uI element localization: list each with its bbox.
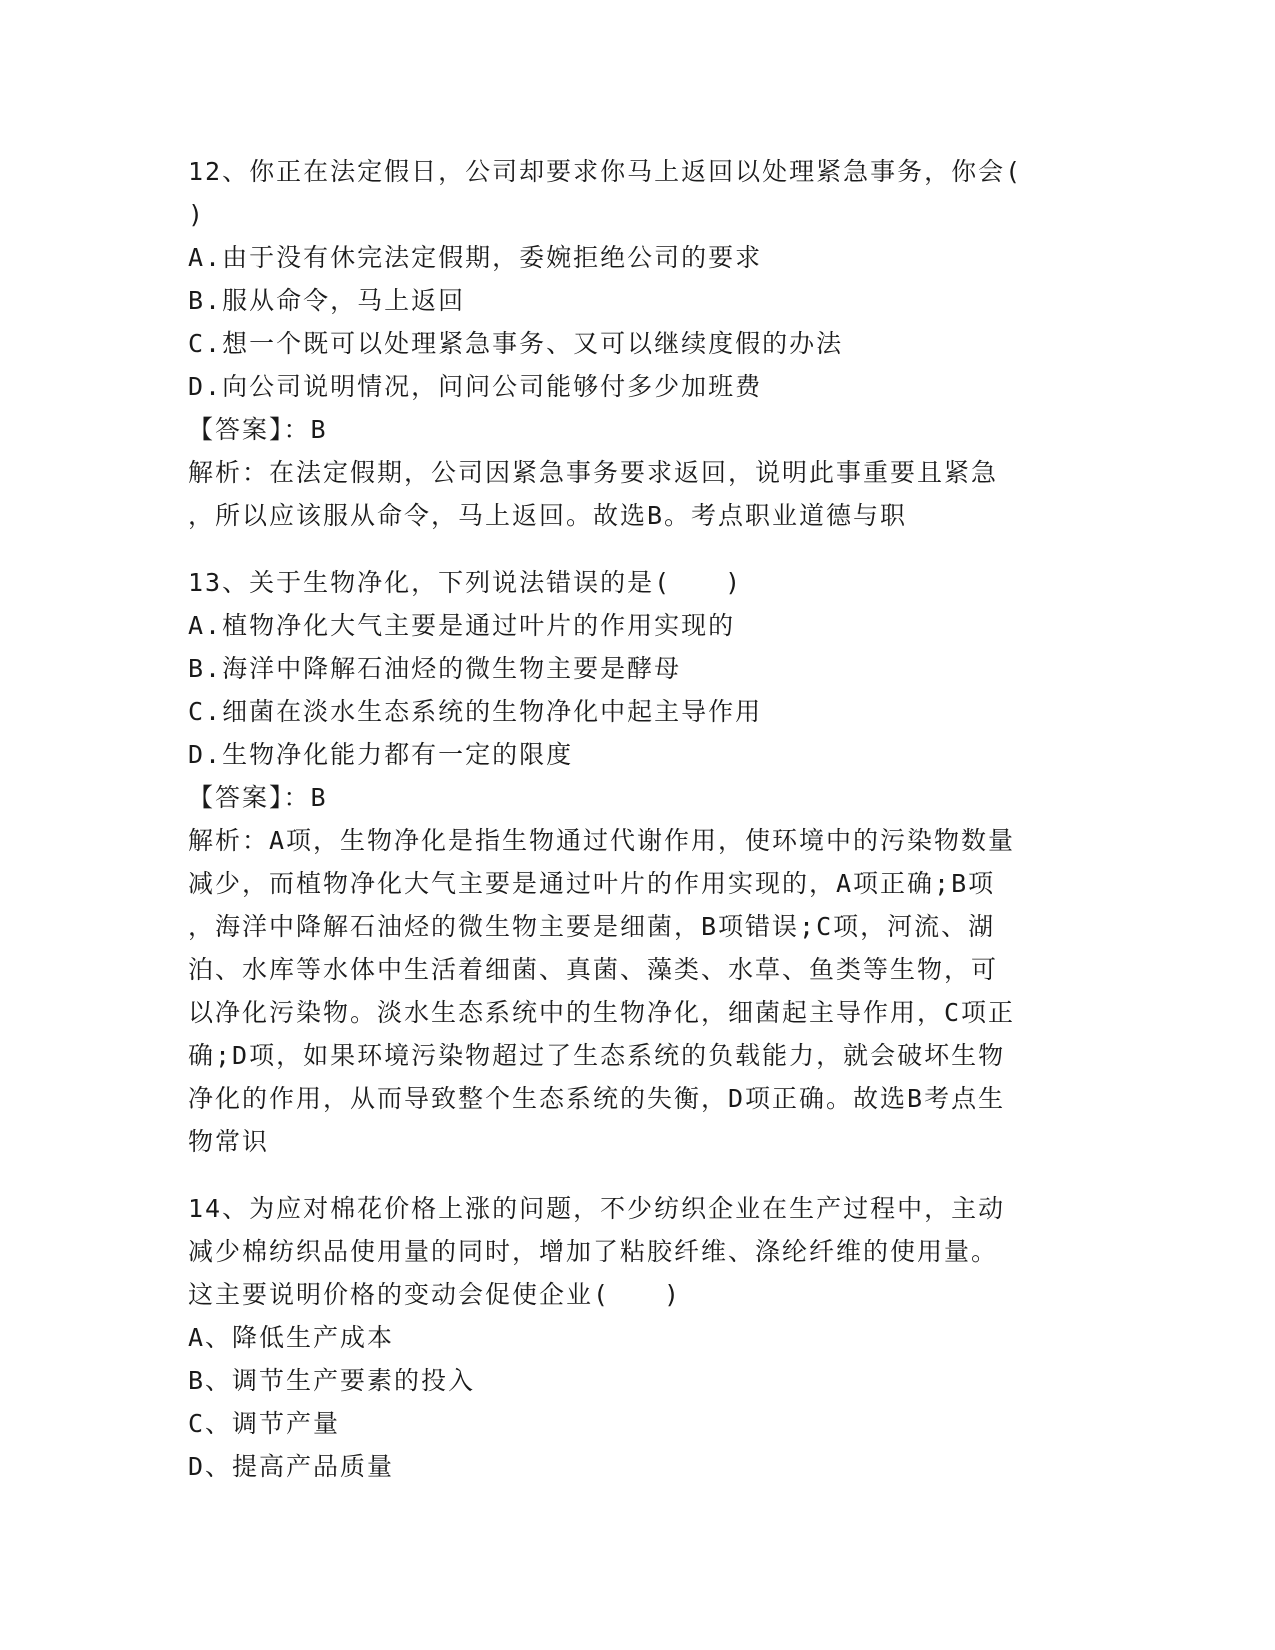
analysis-text: ，所以应该服从命令，马上返回。故选B。考点职业道德与职 [188, 501, 908, 530]
answer-line: 【答案】：B [188, 415, 328, 444]
question-stem: 这主要说明价格的变动会促使企业( ) [188, 1280, 682, 1309]
question-stem: 12、你正在法定假日，公司却要求你马上返回以处理紧急事务，你会( [188, 157, 1023, 186]
document-page [188, 150, 1088, 1488]
question-separator [188, 1163, 1088, 1187]
analysis-text: 解析：在法定假期，公司因紧急事务要求返回，说明此事重要且紧急 [188, 458, 999, 487]
analysis-text: 解析：A项，生物净化是指生物通过代谢作用，使环境中的污染物数量 [188, 826, 1016, 855]
analysis-text: 泊、水库等水体中生活着细菌、真菌、藻类、水草、鱼类等生物，可 [188, 955, 999, 984]
question-14 [188, 1187, 1088, 1488]
analysis-text: 物常识 [188, 1127, 270, 1156]
question-separator [188, 537, 1088, 561]
option-c: C、调节产量 [188, 1409, 341, 1438]
option-b: B、调节生产要素的投入 [188, 1366, 476, 1395]
option-a: A、降低生产成本 [188, 1323, 395, 1352]
analysis-text: 以净化污染物。淡水生态系统中的生物净化，细菌起主导作用，C项正 [188, 998, 1016, 1027]
option-d: D.向公司说明情况，问问公司能够付多少加班费 [188, 372, 763, 401]
question-12 [188, 150, 1088, 537]
option-c: C.想一个既可以处理紧急事务、又可以继续度假的办法 [188, 329, 844, 358]
analysis-text: 确;D项，如果环境污染物超过了生态系统的负载能力，就会破坏生物 [188, 1041, 1006, 1070]
option-b: B.服从命令，马上返回 [188, 286, 466, 315]
question-13 [188, 561, 1088, 1163]
option-c: C.细菌在淡水生态系统的生物净化中起主导作用 [188, 697, 763, 726]
option-a: A.植物净化大气主要是通过叶片的作用实现的 [188, 611, 736, 640]
option-a: A.由于没有休完法定假期，委婉拒绝公司的要求 [188, 243, 763, 272]
analysis-text: 净化的作用，从而导致整个生态系统的失衡，D项正确。故选B考点生 [188, 1084, 1006, 1113]
answer-line: 【答案】：B [188, 783, 328, 812]
option-d: D.生物净化能力都有一定的限度 [188, 740, 574, 769]
option-b: B.海洋中降解石油烃的微生物主要是酵母 [188, 654, 682, 683]
question-stem: 13、关于生物净化，下列说法错误的是( ) [188, 568, 743, 597]
analysis-text: 减少，而植物净化大气主要是通过叶片的作用实现的，A项正确;B项 [188, 869, 996, 898]
option-d: D、提高产品质量 [188, 1452, 395, 1481]
question-stem: 减少棉纺织品使用量的同时，增加了粘胶纤维、涤纶纤维的使用量。 [188, 1237, 999, 1266]
question-stem: 14、为应对棉花价格上涨的问题，不少纺织企业在生产过程中，主动 [188, 1194, 1006, 1223]
question-stem: ) [188, 200, 206, 229]
analysis-text: ，海洋中降解石油烃的微生物主要是细菌，B项错误;C项，河流、湖 [188, 912, 996, 941]
